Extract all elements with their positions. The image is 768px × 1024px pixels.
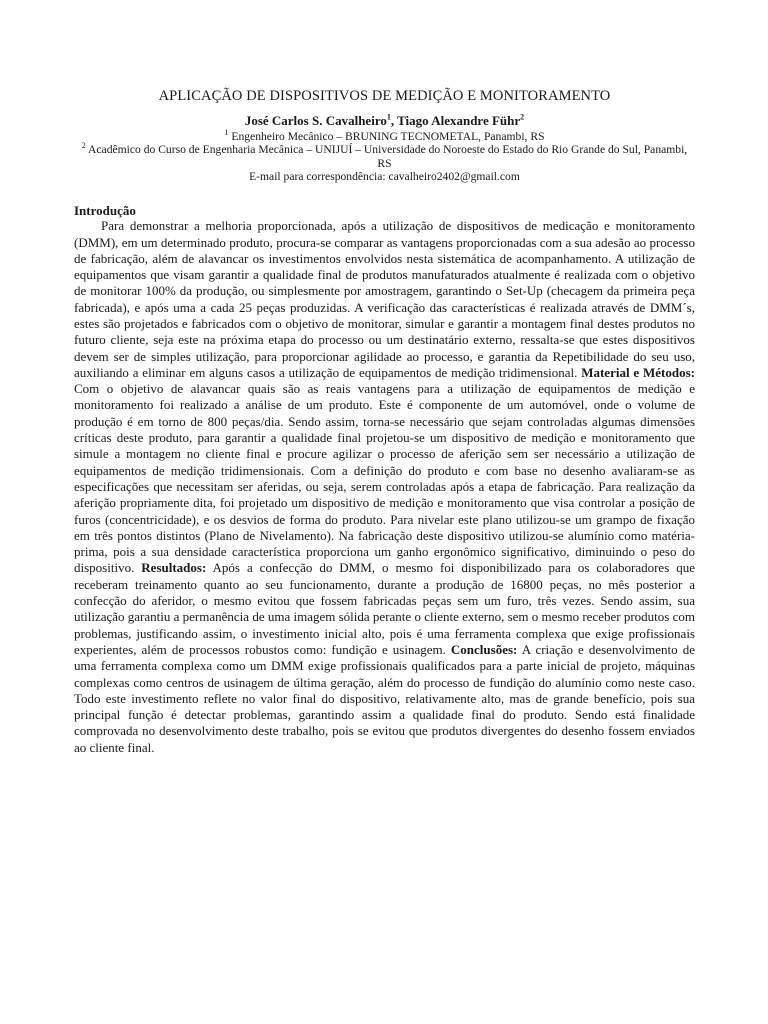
introduction-text: Para demonstrar a melhoria proporcionada, após a utilização de dispositivos de medicação e monitoramento (DMM), em um determinado produto, procura-se comparar as vantagens proporcionadas com a sua adesão ao processo de fabricação, além de alavancar os investimentos envolvidos nesta sistemática de acompanhamento. A utilização de equipamentos que visam garantir a qualidade final de produtos manufaturados atualmente é realizada com o objetivo de monitorar 100% da produção, ou simplesmente por amostragem, garantindo o Set-Up (checagem da primeira peça fabricada), e após uma a cada 25 peças produzidas. A verificação das características é realizada através de DMM´s, estes são projetados e fabricados com o objetivo de monitorar, simular e garantir a montagem final destes produtos no futuro cliente, seja este na próxima etapa do processo ou um destinatário externo, ressalta-se que estes dispositivos devem ser de simples utilização, para proporcionar agilidade ao processo, e garantia da Repetibilidade do seu uso, auxiliando a eliminar em alguns casos a utilização de equipamentos de medição tridimensional. [74, 218, 695, 380]
author-2-affiliation-marker: 2 [520, 112, 525, 122]
author-line [74, 113, 695, 129]
conclusions-text: A criação e desenvolvimento de uma ferramenta complexa como um DMM exige profissionais qualificados para a parte inicial de projeto, máquinas complexas como centros de usinagem de última geração, além do processo de fundição do alumínio como neste caso. Todo este investimento reflete no valor final do dispositivo, relativamente alto, mas de grande benefício, pois sua principal função é detectar problemas, garantindo assim a qualidade final do produto. Sendo está finalidade comprovada no desenvolvimento deste trabalho, pois se evitou que produtos divergentes do desenho fossem enviados ao cliente final. [74, 641, 695, 755]
results-text: Após a confecção do DMM, o mesmo foi disponibilizado para os colaboradores que receberam treinamento quanto ao seu funcionamento, durante a produção de 16800 peças, no mês posterior a confecção do aferidor, o mesmo evitou que fossem fabricadas peças sem um furo, três vezes. Sendo assim, sua utilização garantiu a permanência de uma imagem sólida perante o cliente externo, sem o mesmo receber produtos com problemas, justificando assim, o investimento inicial alto, pois é uma ferramenta complexa que exige profissionais experientes, além de processos robustos como: fundição e usinagem. [74, 560, 695, 657]
author-2: Tiago Alexandre Führ [397, 113, 521, 128]
paper-page [74, 88, 695, 756]
methods-text: Com o objetivo de alavancar quais são as reais vantagens para a utilização de equipamentos de medição e monitoramento foi realizado a análise de um produto. Este é componente de um automóvel, onde o volume de produção é em torno de 800 peças/dia. Sendo assim, torna-se necessário que sejam controladas algumas dimensões críticas deste produto, para garantir a qualidade final projetou-se um dispositivo de medição e monitoramento que simule a montagem no cliente final e procure agilizar o processo de aferição sem ser necessário a utilização de equipamentos de medição tridimensionais. Com a definição do produto e com base no desenho avaliaram-se as especificações que necessitam ser aferidas, ou seja, serem controladas após a etapa de fabricação. Para realização da aferição propriamente dita, foi projetado um dispositivo de medição e monitoramento que visa controlar a posição de furos (concentricidade), e os desvios de forma do produto. Para nivelar este plano utilizou-se um grampo de fixação em três pontos distintos (Plano de Nivelamento). Na fabricação deste dispositivo utilizou-se alumínio como matéria-prima, pois a sua densidade característica proporciona um ganho ergonômico significativo, diminuindo o peso do dispositivo. [74, 381, 695, 576]
author-separator: , [390, 113, 398, 128]
affiliation-1-text: Engenheiro Mecânico – BRUNING TECNOMETAL, Panambi, RS [228, 130, 545, 143]
affiliation-1-marker: 1 [224, 128, 229, 138]
methods-heading: Material e Métodos: [581, 364, 695, 380]
abstract-body [74, 218, 695, 756]
affiliation-2 [74, 143, 695, 170]
affiliation-1 [74, 130, 695, 143]
correspondence-email: E-mail para correspondência: cavalheiro2402@gmail.com [249, 170, 520, 184]
author-1-affiliation-marker: 1 [386, 112, 391, 122]
paper-title: APLICAÇÃO DE DISPOSITIVOS DE MEDIÇÃO E MONITORAMENTO [158, 88, 611, 104]
conclusions-heading: Conclusões: [450, 641, 518, 657]
author-1: José Carlos S. Cavalheiro [244, 113, 387, 128]
results-heading: Resultados: [141, 560, 207, 576]
introduction-heading: Introdução [74, 203, 136, 219]
affiliation-2-marker: 2 [81, 141, 86, 151]
affiliation-2-text: Acadêmico do Curso de Engenharia Mecânica – UNIJUÍ – Universidade do Noroeste do Estado do Rio Grande do Sul, Panambi, RS [85, 143, 688, 170]
